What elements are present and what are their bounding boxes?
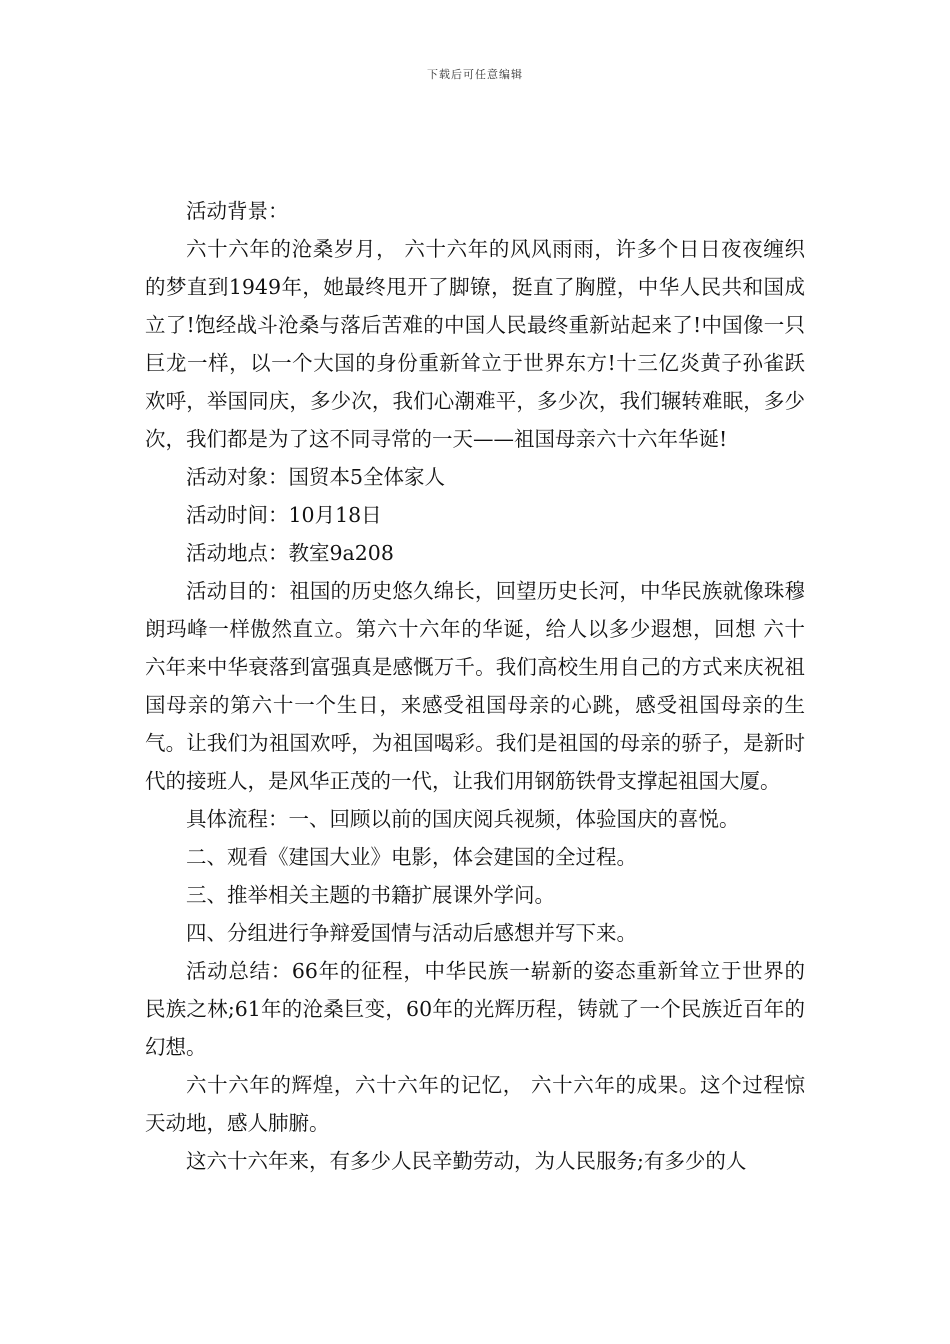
paragraph-process-step-1: 具体流程：一、回顾以前的国庆阅兵视频，体验国庆的喜悦。 [186, 807, 740, 831]
paragraph-background-text: 六十六年的沧桑岁月， 六十六年的风风雨雨，许多个日日夜夜缠织的梦直到1949年，她最终甩开了脚镣，挺直了胸膛，中华人民共和国成立了!饱经战斗沧桑与落后苦难的中国人民最终重新站起来了!中国像一只巨龙一样，以一个大国的身份重新耸立于世界东方!十三亿炎黄子孙雀跃欢呼，举国同庆，多少次，我们心潮难平，多少次，我们辗转难眠，多少次，我们都是为了这不同寻常的一天——祖国母亲六十六年华诞! [145, 237, 805, 451]
paragraph-location: 活动地点：教室9a208 [186, 541, 394, 565]
document-body [145, 192, 805, 1180]
paragraph-process-step-2: 二、观看《建国大业》电影，体会建国的全过程。 [186, 845, 637, 869]
paragraph-background-heading: 活动背景： [186, 199, 289, 223]
paragraph-time: 活动时间：10月18日 [186, 503, 382, 527]
paragraph-audience: 活动对象：国贸本5全体家人 [186, 465, 446, 489]
page-header-note: 下载后可任意编辑 [427, 68, 523, 81]
paragraph-summary: 活动总结：66年的征程，中华民族一崭新的姿态重新耸立于世界的民族之林;61年的沧桑巨变，60年的光辉历程，铸就了一个民族近百年的幻想。 [145, 959, 805, 1059]
paragraph-purpose: 活动目的：祖国的历史悠久绵长，回望历史长河，中华民族就像珠穆朗玛峰一样傲然直立。第六十六年的华诞，给人以多少遐想，回想 六十六年来中华衰落到富强真是感慨万千。我们高校生用自己的方式来庆祝祖国母亲的第六十一个生日，来感受祖国母亲的心跳，感受祖国母亲的生气。让我们为祖国欢呼，为祖国喝彩。我们是祖国的母亲的骄子，是新时代的接班人，是风华正茂的一代，让我们用钢筋铁骨支撑起祖国大厦。 [145, 579, 805, 793]
paragraph-glory: 六十六年的辉煌，六十六年的记忆， 六十六年的成果。这个过程惊天动地，感人肺腑。 [145, 1073, 805, 1135]
paragraph-process-step-4: 四、分组进行争辩爱国情与活动后感想并写下来。 [186, 921, 637, 945]
paragraph-process-step-3: 三、推举相关主题的书籍扩展课外学问。 [186, 883, 555, 907]
paragraph-closing: 这六十六年来，有多少人民辛勤劳动，为人民服务;有多少的人 [186, 1149, 747, 1173]
